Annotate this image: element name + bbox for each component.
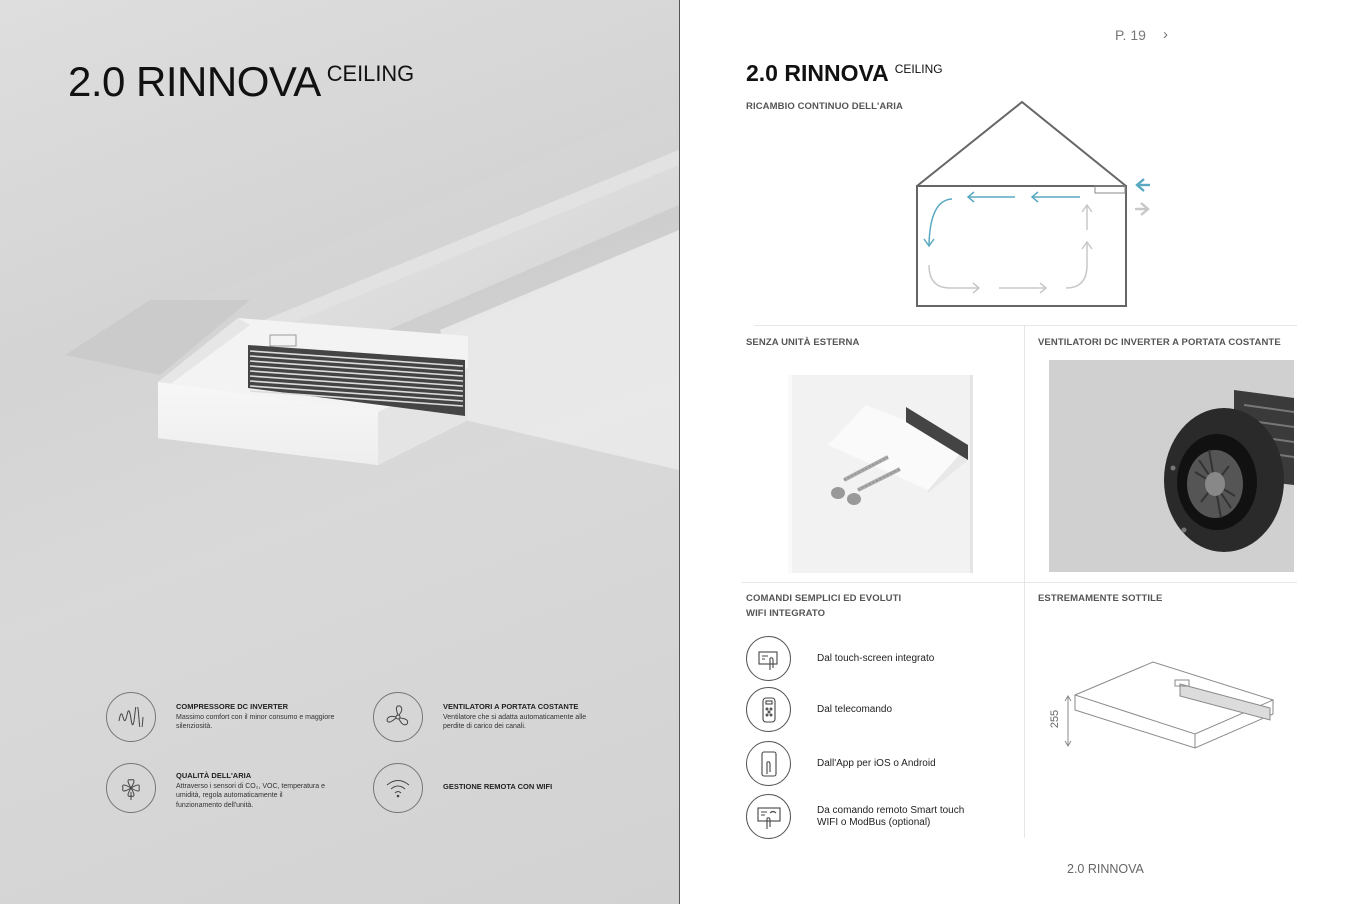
- title-suffix: CEILING: [894, 61, 943, 76]
- page-title: 2.0 RINNOVA $^{CEILING}$: [68, 58, 415, 105]
- arrow-in-icon: [1137, 179, 1150, 191]
- control-label: Dal touch-screen integrato: [817, 652, 935, 664]
- control-label: Da comando remoto Smart touch WIFI o ModBus (optional): [817, 804, 965, 828]
- arrow-out-icon: [1135, 203, 1148, 215]
- label-no-outdoor-unit: SENZA UNITÀ ESTERNA: [746, 337, 860, 348]
- control-option: [746, 636, 934, 681]
- label-air-exchange: RICAMBIO CONTINUO DELL'ARIA: [746, 101, 903, 112]
- label-dc-fans: VENTILATORI DC INVERTER A PORTATA COSTANTE: [1038, 337, 1281, 348]
- feature-air-quality: [106, 763, 326, 813]
- title-suffix: CEILING: [326, 61, 415, 87]
- control-label: Dall'App per iOS o Android: [817, 757, 936, 769]
- feature-title: QUALITÀ DELL'ARIA: [176, 771, 252, 780]
- slim-unit-drawing: [1035, 650, 1295, 760]
- fan-icon: [373, 692, 423, 742]
- airflow-return-arrows: [929, 205, 1092, 293]
- air-exchange-diagram: [680, 0, 1356, 330]
- wifi-icon: [373, 763, 423, 813]
- feature-desc: Ventilatore che si adatta automaticamente alle perdite di carico dei canali.: [443, 714, 587, 731]
- fan-motor-image: [1049, 360, 1294, 572]
- section-title: 2.0 RINNOVA $^{CEILING}$: [746, 60, 943, 86]
- wave-icon: [106, 692, 156, 742]
- clover-icon: [106, 763, 156, 813]
- right-page: [680, 0, 1356, 904]
- grid-divider: [754, 325, 1297, 326]
- feature-title: GESTIONE REMOTA CON WIFI: [443, 782, 553, 791]
- chevron-right-icon[interactable]: ›: [1163, 26, 1168, 43]
- installed-unit-image: [788, 375, 973, 573]
- label-controls: COMANDI SEMPLICI ED EVOLUTI WIFI INTEGRATO: [746, 593, 902, 619]
- feature-compressor: [106, 692, 336, 742]
- control-option: [746, 687, 892, 732]
- control-label: Dal telecomando: [817, 703, 893, 715]
- control-option: [746, 794, 964, 839]
- feature-desc: Massimo comfort con il minor consumo e maggiore silenziosità.: [176, 714, 335, 731]
- feature-title: VENTILATORI A PORTATA COSTANTE: [443, 702, 579, 711]
- smartphone-icon: [746, 741, 791, 786]
- dimension-label: 255: [1049, 709, 1062, 729]
- footer-title: 2.0 RINNOVA: [1067, 862, 1144, 876]
- page-number: P. 19: [1115, 27, 1146, 43]
- wall-controller-icon: [746, 794, 791, 839]
- grid-divider: [1024, 326, 1025, 838]
- feature-title: COMPRESSORE DC INVERTER: [176, 702, 289, 711]
- control-option: [746, 741, 936, 786]
- feature-wifi: [373, 763, 603, 813]
- feature-fans: [373, 692, 593, 742]
- grid-divider: [742, 582, 1297, 583]
- remote-icon: [746, 687, 791, 732]
- touchscreen-icon: [746, 636, 791, 681]
- label-slim: ESTREMAMENTE SOTTILE: [1038, 593, 1163, 604]
- feature-desc: Attraverso i sensori di CO₂, VOC, temperatura e umidità, regola automaticamente il funzionamento dell'unità.: [176, 783, 325, 809]
- airflow-inbound-arrows: [924, 192, 1080, 246]
